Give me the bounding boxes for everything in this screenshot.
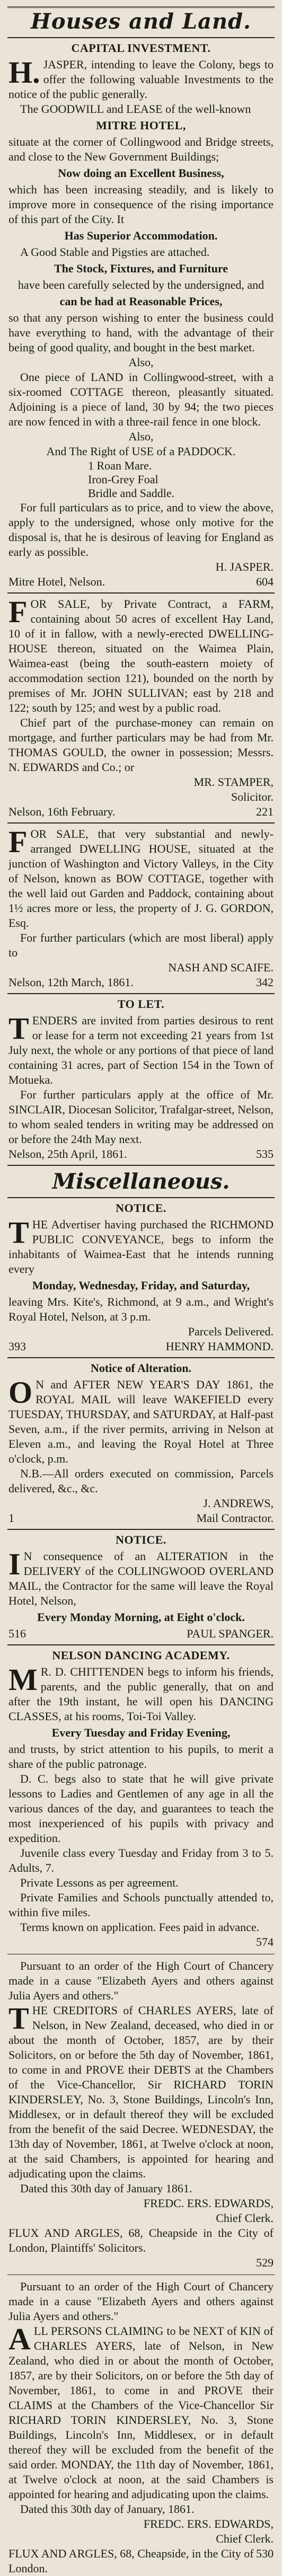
ad-footer xyxy=(8,1511,274,1526)
ad-body: TENDERS are invited from parties desirous to rent or lease for a term not exceeding 21 years from 1st July next, the whole or any portions of that piece of land containing 31 acres, part of Section 154 in the Town of Motueka. xyxy=(8,1011,274,1086)
divider xyxy=(7,37,275,38)
ad-text: One piece of LAND in Collingwood-street, with a six-roomed COTTAGE thereon, pleasantly situated. Adjoining is a piece of land, 30 by 94; the two pieces are now fenced in with a three-rail fence in one block. xyxy=(8,370,274,428)
divider xyxy=(7,2274,275,2275)
ad-code: 393 xyxy=(8,1340,26,1353)
ad-subheading: Every Tuesday and Friday Evening, xyxy=(51,1726,231,1739)
ad-text: For further particulars apply at the office of Mr. SINCLAIR, Diocesan Solicitor, Trafalgar-street, Nelson, to whom sealed tenders in writing may be addressed on or before the 24th May next. xyxy=(8,1088,274,1146)
ad-body: ON and AFTER NEW YEAR'S DAY 1861, the ROYAL MAIL will leave WAKEFIELD every TUESDAY, THURSDAY, and SATURDAY, at Half-past Seven, a.m., if the river permits, arriving in Nelson at Eleven a.m., and leaving the Royal Hotel at Three o'clock, p.m. xyxy=(8,1375,274,1465)
ad-subheading: MITRE HOTEL, xyxy=(96,119,186,132)
ad-heading: NELSON DANCING ACADEMY. xyxy=(52,1649,230,1662)
divider xyxy=(7,1165,275,1166)
divider xyxy=(7,1197,275,1198)
ad-code: 529 xyxy=(256,2256,274,2269)
ad-code: 574 xyxy=(256,1935,274,1949)
ad-heading: NOTICE. xyxy=(116,1533,166,1546)
ad-text: A Good Stable and Pigsties are attached. xyxy=(20,245,210,259)
ad-text: Private Lessons as per agreement. xyxy=(20,1876,179,1889)
ad-footer xyxy=(8,1339,274,1354)
ad-heading: Notice of Alteration. xyxy=(91,1361,191,1375)
newspaper-page xyxy=(0,3,282,2576)
advert-farm-sale xyxy=(7,597,275,819)
ad-heading: Pursuant to an order of the High Court of Chancery made in a cause "Elizabeth Ayers and others against Julia Ayers and others." xyxy=(8,2280,274,2323)
top-rule xyxy=(7,3,275,8)
ad-place: Nelson, 25th April, 1861. xyxy=(8,1147,127,1161)
ad-code: 221 xyxy=(256,805,274,818)
ad-subheading: Monday, Wednesday, Friday, and Saturday, xyxy=(32,1279,250,1292)
advert-capital-investment xyxy=(7,41,275,589)
ad-signer: H. JASPER. xyxy=(215,560,274,573)
ad-footer xyxy=(8,574,274,589)
ad-text: Chief part of the purchase-money can remain on mortgage, and further particulars may be had from Mr. THOMAS GOULD, the owner in possession; Messrs. N. EDWARDS and Co.; or xyxy=(8,716,274,774)
ad-role: Chief Clerk. xyxy=(216,2532,274,2545)
divider xyxy=(7,1644,275,1645)
divider xyxy=(7,822,275,824)
ad-footer xyxy=(8,975,274,990)
ad-subheading: Has Superior Accommodation. xyxy=(64,229,218,242)
ad-code: 342 xyxy=(256,976,274,989)
ad-text: For full particulars as to price, and to view the above, apply to the undersigned, whose only motive for the disposal is, that he is desirous of leaving for England as early as possible. xyxy=(8,501,274,559)
advert-dwelling-house xyxy=(7,827,275,990)
ad-subheading: The Stock, Fixtures, and Furniture xyxy=(54,262,228,275)
section-title-miscellaneous: Miscellaneous. xyxy=(52,1169,230,1194)
ad-text: so that any person wishing to enter the business could have everything to hand, with the advantage of their being of good quality, and bought in the best market. xyxy=(8,311,274,354)
ad-signer: FREDC. ERS. EDWARDS, xyxy=(143,2517,274,2530)
ad-signer: J. ANDREWS, xyxy=(203,1497,274,1510)
ad-body: THE CREDITORS of CHARLES AYERS, late of Nelson, in New Zealand, deceased, who died in or about the month of October, 1857, are by their Solicitors, on or before the 5th day of November, 1861, to come in and PROVE their DEBTS at the Chambers of the Vice-Chancellor, Sir RICHARD TORIN KINDERSLEY, No. 3, Stone Buildings, Lincoln's Inn, Middlesex, or in default thereof they will be excluded from the benefit of the said Decree. WEDNESDAY, the 13th day of November, 1861, at Twelve o'clock at noon, at the said Chambers, is appointed for hearing and adjudicating upon the claims. xyxy=(8,2001,274,2180)
advert-collingwood-mail xyxy=(7,1533,275,1641)
ad-footer xyxy=(8,1626,274,1641)
ad-place: Nelson, 16th February. xyxy=(8,805,116,818)
ad-text: leaving Mrs. Kite's, Richmond, at 9 a.m., and Wright's Royal Hotel, Nelson, at 3 p.m. xyxy=(8,1295,274,1323)
ad-role: Chief Clerk. xyxy=(216,2211,274,2225)
ad-subheading: can be had at Reasonable Prices, xyxy=(59,295,223,308)
ad-footer xyxy=(8,804,274,819)
ad-body: MR. D. CHITTENDEN begs to inform his friends, parents, and the public generally, that on and after the 19th instant, he will open his DANCING CLASSES, at his rooms, Toi-Toi Valley. xyxy=(8,1662,274,1723)
ad-text: Dated this 30th day of January, 1861. xyxy=(20,2502,195,2516)
divider xyxy=(7,1357,275,1358)
item-list xyxy=(88,459,274,500)
list-item: Bridle and Saddle. xyxy=(88,486,175,500)
ad-code: 604 xyxy=(256,575,274,588)
ad-role: Solicitor. xyxy=(231,790,274,803)
divider xyxy=(7,993,275,994)
ad-heading: TO LET. xyxy=(117,997,165,1011)
ad-footer xyxy=(8,2546,274,2576)
ad-subheading: Now doing an Excellent Business, xyxy=(58,166,224,180)
ad-heading: NOTICE. xyxy=(116,1201,166,1215)
ad-body: FOR SALE, by Private Contract, a FARM, containing about 50 acres of excellent Hay Land, 10 of it in fallow, with a newly-erected DWELLING-HOUSE thereon, situated on the Waimea Plain, Waimea-east (being the south-eastern moiety of accommodation section 121), bounded on the north by premises of Mr. JOHN SULLIVAN; east by 218 and 122; south by 125; and west by a public road. xyxy=(8,595,274,714)
ad-text: Terms known on application. Fees paid in advance. xyxy=(20,1920,260,1934)
ad-text: Parcels Delivered. xyxy=(188,1325,274,1338)
ad-text: and trusts, by strict attention to his pupils, to merit a share of the public patronage. xyxy=(8,1742,274,1771)
ad-text: Dated this 30th day of January 1861. xyxy=(20,2182,192,2195)
ad-code: 530 xyxy=(256,2547,274,2560)
ad-code: 516 xyxy=(8,1627,26,1640)
advert-dancing-academy xyxy=(7,1649,275,1950)
ad-code: 535 xyxy=(256,1147,274,1161)
ad-text: which has been increasing steadily, and is likely to improve more in consequence of the rising importance of this part of the City. It xyxy=(8,183,274,226)
ad-text: have been carefully selected by the undersigned, and xyxy=(17,278,265,291)
ad-subheading: Every Monday Morning, at Eight o'clock. xyxy=(37,1610,245,1624)
advert-royal-mail xyxy=(7,1361,275,1526)
ad-text: Also, xyxy=(128,430,154,443)
ad-signer: FREDC. ERS. EDWARDS, xyxy=(143,2197,274,2210)
ad-text: D. C. begs also to state that he will give private lessons to Ladies and Gentlemen of any age in all the various dances of the day, and guarantees to teach the most inexperienced of his pupils with privacy and expedition. xyxy=(8,1772,274,1845)
ad-signer: HENRY HAMMOND. xyxy=(165,1340,274,1353)
ad-signer: MR. STAMPER, xyxy=(193,775,274,789)
ad-heading: Pursuant to an order of the High Court of Chancery made in a cause "Elizabeth Ayers and others against Julia Ayers and others." xyxy=(8,1959,274,2002)
ad-heading: CAPITAL INVESTMENT. xyxy=(71,41,211,55)
ad-place: Mitre Hotel, Nelson. xyxy=(8,575,105,588)
ad-body: H.JASPER, intending to leave the Colony, begs to offer the following valuable Investments to the notice of the public generally. xyxy=(8,55,274,101)
ad-role: Mail Contractor. xyxy=(196,1511,274,1525)
ad-text: Private Families and Schools punctually attended to, within five miles. xyxy=(8,1891,274,1919)
advert-creditors-ayers xyxy=(7,1959,275,2270)
ad-place: Nelson, 12th March, 1861. xyxy=(8,976,134,989)
divider xyxy=(7,592,275,594)
ad-body: IN consequence of an ALTERATION in the DELIVERY of the COLLINGWOOD OVERLAND MAIL, the Contractor for the same will leave the Royal Hotel, Nelson, xyxy=(8,1547,274,1607)
ad-text: Juvenile class every Tuesday and Friday from 3 to 5. Adults, 7. xyxy=(8,1846,274,1874)
ad-text: And The Right of USE of a PADDOCK. xyxy=(46,445,236,458)
ad-signer: PAUL SPANGER. xyxy=(187,1627,274,1640)
ad-text: FLUX AND ARGLES, 68, Cheapside, in the City of London. xyxy=(8,2547,254,2575)
ad-body: FOR SALE, that very substantial and newly-arranged DWELLING HOUSE, situated at the junction of Washington and Victory Valleys, in the City of Nelson, known as BOW COTTAGE, together with the well laid out Garden and Paddock, containing about 1½ acres more or less, the property of J. G. GORDON, Esq. xyxy=(8,825,274,930)
ad-body: ALL PERSONS CLAIMING to be NEXT of KIN of CHARLES AYERS, late of Nelson, in New Zealand, who died in or about the month of October, 1857, are by their Solicitors, on or before the 5th day of November, 1861, to come in and PROVE their CLAIMS at the Chambers of the Vice-Chancellor Sir RICHARD TORIN KINDERSLEY, No. 3, Stone Buildings, Lincoln's Inn, Middlesex, or in default thereof they will be excluded from the benefit of the said order. MONDAY, the 11th day of November, 1861, at Twelve o'clock at noon, at the said Chambers is appointed for hearing and adjudicating upon the claims. xyxy=(8,2322,274,2501)
ad-text: The GOODWILL and LEASE of the well-known xyxy=(20,102,251,116)
section-title-houses: Houses and Land. xyxy=(31,9,251,34)
ad-text: For further particulars (which are most liberal) apply to xyxy=(8,931,274,959)
ad-footer xyxy=(8,1147,274,1162)
advert-richmond-conveyance xyxy=(7,1201,275,1354)
advert-next-of-kin-ayers xyxy=(7,2279,275,2576)
advert-to-let xyxy=(7,997,275,1162)
list-item: 1 Roan Mare. xyxy=(88,459,152,472)
ad-code: 1 xyxy=(8,1511,14,1525)
ad-text: situate at the corner of Collingwood and Bridge streets, and close to the New Government Buildings; xyxy=(8,135,274,163)
ad-signer: NASH AND SCAIFE. xyxy=(168,961,274,974)
ad-text: FLUX AND ARGLES, 68, Cheapside in the City of London, Plaintiffs' Solicitors. xyxy=(8,2226,274,2254)
list-item: Iron-Grey Foal xyxy=(88,473,158,486)
ad-text: Also, xyxy=(128,356,154,369)
divider xyxy=(7,1529,275,1530)
ad-text: N.B.—All orders executed on commission, Parcels delivered, &c., &c. xyxy=(8,1467,274,1495)
ad-body: THE Advertiser having purchased the RICHMOND PUBLIC CONVEYANCE, begs to inform the inhabitants of Waimea-East that he intends running every xyxy=(8,1215,274,1276)
